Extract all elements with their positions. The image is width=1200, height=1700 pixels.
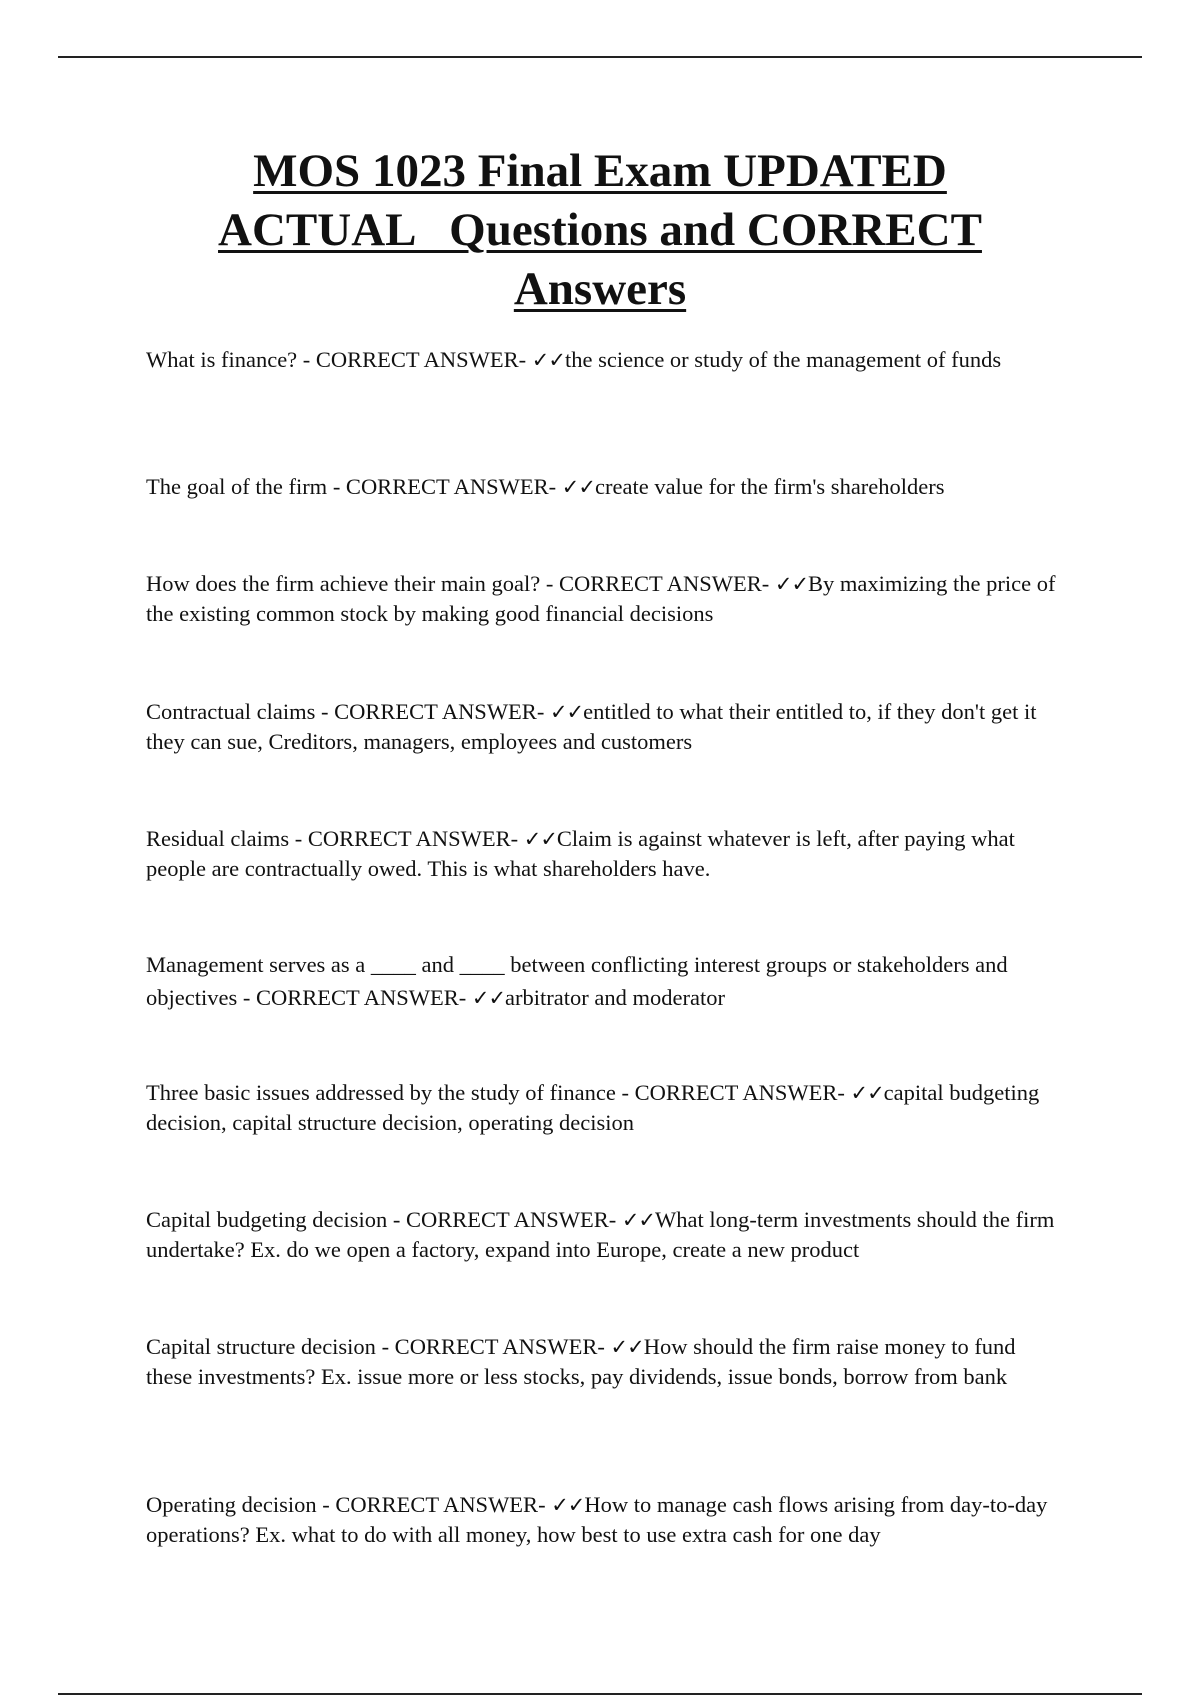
answer-marker: - CORRECT ANSWER- [545,571,775,596]
answer-text: entitled to what their entitled to, if they don't get it they can sue, Creditors, managers, employees and customers [146,699,1037,754]
check-icon: ✓✓ [561,475,595,499]
question-text: Management serves as a ____ and ____ between conflicting interest groups or stakeholders and objectives [146,952,1008,1010]
question-text: Contractual claims [146,699,316,724]
check-icon: ✓✓ [774,572,809,596]
check-icon: ✓✓ [551,1493,585,1517]
question-text: Capital budgeting decision [146,1207,388,1232]
answer-text: the science or study of the management of funds [564,347,1002,372]
question-text: Operating decision [146,1492,317,1517]
qa-item-1 [146,345,1066,375]
check-icon: ✓✓ [471,986,506,1010]
answer-text: arbitrator and moderator [505,985,725,1010]
answer-marker: - CORRECT ANSWER- [322,1492,552,1517]
qa-item-3 [146,569,1066,629]
answer-marker: - CORRECT ANSWER- [242,985,472,1010]
qa-item-7 [146,1078,1066,1138]
top-rule [58,56,1142,58]
document-title [100,142,1100,319]
answer-text: How to manage cash flows arising from day-to-day operations? Ex. what to do with all money, how best to use extra cash for one day [146,1492,1048,1547]
answer-text: What long-term investments should the firm undertake? Ex. do we open a factory, expand into Europe, create a new product [146,1207,1055,1262]
answer-marker: - CORRECT ANSWER- [302,347,532,372]
check-icon: ✓✓ [531,348,565,372]
answer-marker: - CORRECT ANSWER- [621,1080,851,1105]
answer-marker: - CORRECT ANSWER- [294,826,524,851]
answer-marker: - CORRECT ANSWER- [381,1334,611,1359]
qa-item-8 [146,1205,1066,1265]
answer-text: Claim is against whatever is left, after paying what people are contractually owed. This is what shareholders have. [146,826,1015,881]
qa-item-10 [146,1490,1066,1550]
answer-text: capital budgeting decision, capital structure decision, operating decision [146,1080,1040,1135]
question-text: How does the firm achieve their main goal? [146,571,541,596]
question-text: What is finance? [146,347,298,372]
qa-item-6 [146,948,1066,1015]
title-line-3: Answers [513,263,687,315]
title-line-1: MOS 1023 Final Exam UPDATED [253,145,947,197]
bottom-rule [58,1693,1142,1695]
qa-item-4 [146,697,1066,757]
check-icon: ✓✓ [523,827,557,851]
answer-text: By maximizing the price of the existing common stock by making good financial decisions [146,571,1056,626]
question-text: The goal of the firm [146,474,328,499]
check-icon: ✓✓ [850,1081,884,1105]
answer-text: How should the firm raise money to fund these investments? Ex. issue more or less stocks, pay dividends, issue bonds, borrow from bank [146,1334,1016,1389]
check-icon: ✓✓ [549,700,584,724]
question-text: Residual claims [146,826,290,851]
question-text: Three basic issues addressed by the study of finance [146,1080,616,1105]
qa-item-9 [146,1332,1066,1392]
answer-text: create value for the firm's shareholders [595,474,945,499]
question-text: Capital structure decision [146,1334,376,1359]
qa-item-5 [146,824,1066,884]
title-line-2: ACTUAL Questions and CORRECT [218,204,982,256]
check-icon: ✓✓ [610,1335,644,1359]
check-icon: ✓✓ [621,1208,656,1232]
qa-item-2 [146,472,1066,502]
answer-marker: - CORRECT ANSWER- [332,474,562,499]
answer-marker: - CORRECT ANSWER- [392,1207,622,1232]
answer-marker: - CORRECT ANSWER- [320,699,550,724]
